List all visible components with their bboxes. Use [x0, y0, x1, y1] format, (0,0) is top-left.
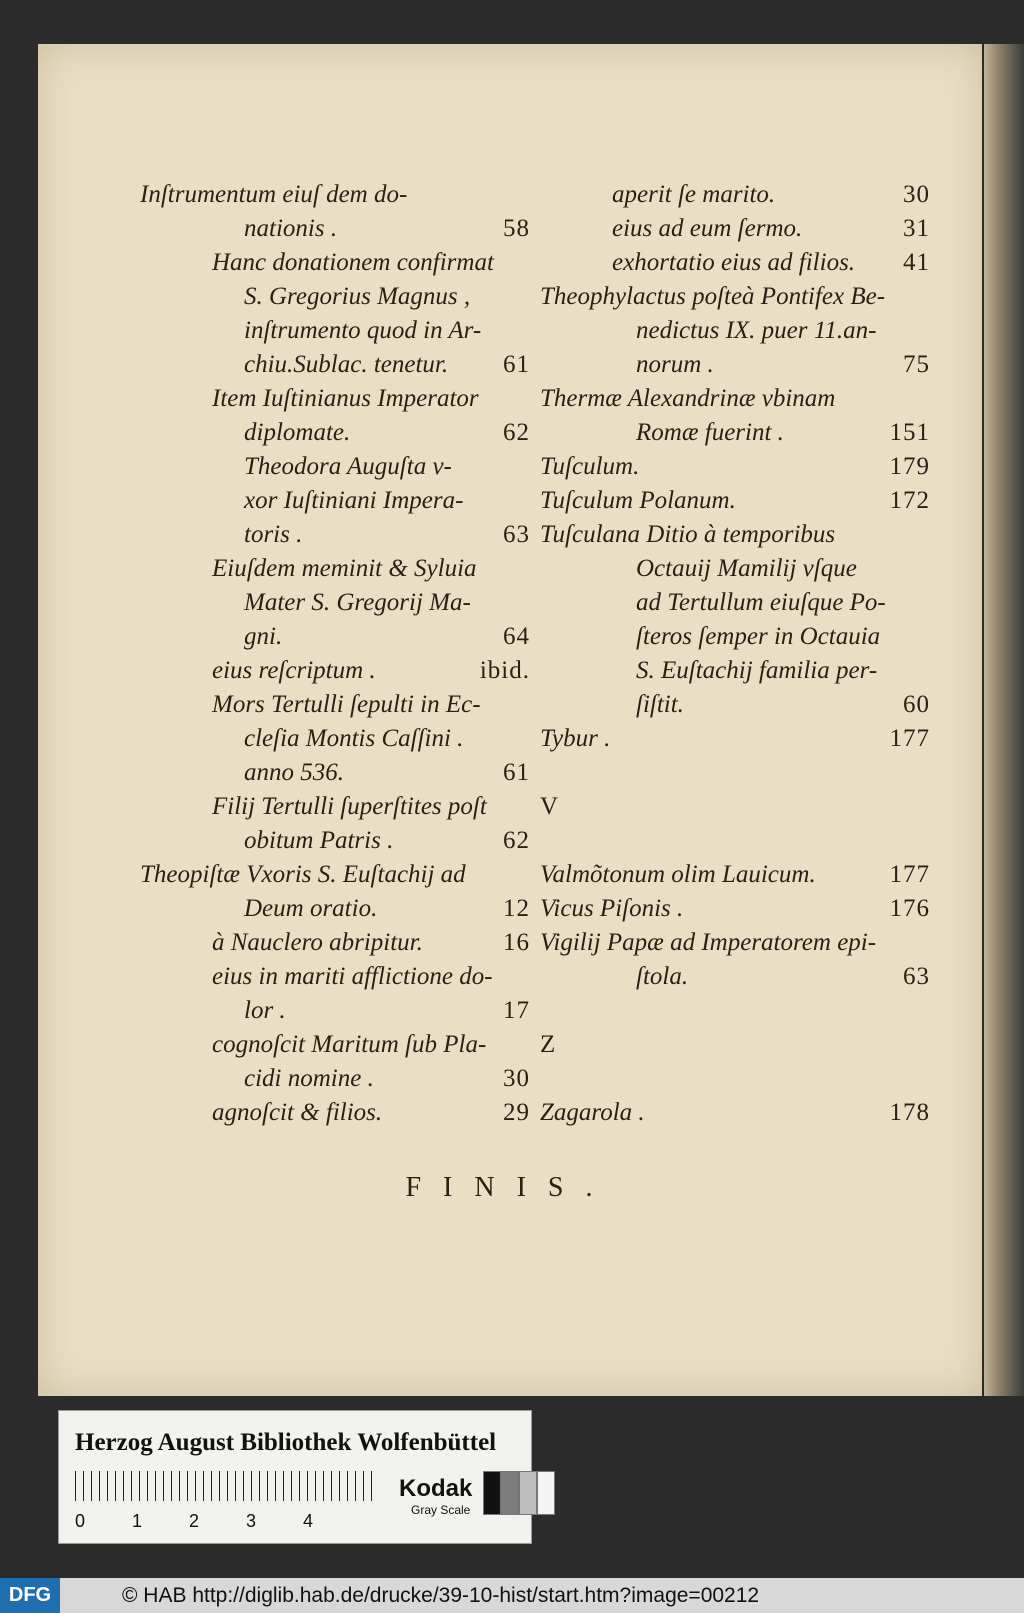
entry-text: à Nauclero abripitur.: [212, 929, 423, 956]
index-entry: [140, 620, 530, 654]
entry-text: S. Euſtachij familia per-: [636, 657, 878, 684]
entry-text: toris .: [244, 521, 303, 548]
kodak-logo: Kodak: [399, 1475, 473, 1502]
index-entry: [140, 178, 530, 212]
index-entry: [140, 212, 530, 246]
entry-text: exhortatio eius ad filios.: [612, 249, 856, 276]
index-entry: [140, 552, 530, 586]
index-entry: [140, 484, 530, 518]
gray-swatch: [519, 1471, 537, 1515]
entry-page-number: 12: [503, 895, 530, 922]
index-column-left: [140, 178, 530, 1130]
index-entry: [540, 212, 930, 246]
ruler-number: 0: [75, 1511, 86, 1531]
index-entry: [140, 858, 530, 892]
entry-page-number: 58: [503, 215, 530, 242]
entry-text: cidi nomine .: [244, 1065, 374, 1092]
entry-page-number: 63: [503, 521, 530, 548]
entry-text: Zagarola .: [540, 1099, 645, 1126]
ruler-number: 1: [132, 1511, 143, 1531]
entry-page-number: 63: [903, 963, 930, 990]
index-entry: [140, 518, 530, 552]
ruler-number: 3: [246, 1511, 257, 1531]
viewer-footer: [0, 1578, 1024, 1613]
index-entry: [140, 654, 530, 688]
entry-page-number: 16: [503, 929, 530, 956]
index-entry: [140, 586, 530, 620]
gray-swatches: [483, 1471, 555, 1513]
entry-page-number: 30: [903, 181, 930, 208]
ruler-numbers: [71, 1511, 391, 1535]
index-entry: [140, 688, 530, 722]
index-entry: [140, 790, 530, 824]
index-entry: [140, 382, 530, 416]
index-entry: [140, 246, 530, 280]
index-entry: [540, 178, 930, 212]
ruler: [75, 1471, 375, 1501]
entry-page-number: 172: [889, 487, 930, 514]
index-entry: [540, 246, 930, 280]
entry-page-number: 29: [503, 1099, 530, 1126]
entry-text: gni.: [244, 623, 283, 650]
entry-text: agnoſcit & filios.: [212, 1099, 383, 1126]
index-entry: [540, 1096, 930, 1130]
index-entry: [540, 756, 930, 790]
section-letter: V: [540, 793, 561, 820]
entry-text: nationis .: [244, 215, 338, 242]
entry-page-number: 61: [503, 351, 530, 378]
entry-page-number: 60: [903, 691, 930, 718]
index-entry: [540, 688, 930, 722]
entry-text: eius reſcriptum .: [212, 657, 376, 684]
entry-text: Item Iuſtinianus Imperator: [212, 385, 479, 412]
library-name: Herzog August Bibliothek Wolfenbüttel: [75, 1429, 497, 1456]
entry-text: Vicus Piſonis .: [540, 895, 684, 922]
entry-text: Vigilij Papæ ad Imperatorem epi-: [540, 929, 877, 956]
index-entry: [540, 926, 930, 960]
entry-text: Hanc donationem confirmat: [212, 249, 494, 276]
entry-text: Tuſculana Ditio à temporibus: [540, 521, 836, 548]
entry-text: Theopiſtæ Vxoris S. Euſtachij ad: [140, 861, 466, 888]
entry-text: Deum oratio.: [244, 895, 378, 922]
index-entry: [140, 892, 530, 926]
entry-text: Theophylactus poſteà Pontifex Be-: [540, 283, 886, 310]
entry-page-number: 31: [903, 215, 930, 242]
index-entry: [140, 450, 530, 484]
entry-text: Octauij Mamilij vſque: [636, 555, 857, 582]
index-entry: [140, 348, 530, 382]
entry-text: eius in mariti afflictione do-: [212, 963, 493, 990]
entry-text: Filij Tertulli ſuperſtites poſt: [212, 793, 487, 820]
index-entry: [540, 586, 930, 620]
page-edge: [984, 44, 1024, 1396]
index-entry: [540, 484, 930, 518]
entry-text: Tuſculum Polanum.: [540, 487, 736, 514]
entry-text: anno 536.: [244, 759, 344, 786]
color-scale-card: [58, 1410, 532, 1544]
entry-text: Thermæ Alexandrinæ vbinam: [540, 385, 836, 412]
entry-text: norum .: [636, 351, 714, 378]
index-entry: [140, 960, 530, 994]
entry-text: aperit ſe marito.: [612, 181, 776, 208]
index-entry: [140, 1062, 530, 1096]
entry-page-number: 75: [903, 351, 930, 378]
entry-text: Tuſculum.: [540, 453, 640, 480]
index-entry: [540, 960, 930, 994]
entry-text: Romæ fuerint .: [636, 419, 784, 446]
index-entry: [540, 518, 930, 552]
entry-text: ſteros ſemper in Octauia: [636, 623, 881, 650]
finis-text: FINIS.: [405, 1172, 615, 1203]
index-entry: [540, 994, 930, 1028]
entry-page-number: 64: [503, 623, 530, 650]
gray-swatch: [537, 1471, 555, 1515]
entry-text: eius ad eum ſermo.: [612, 215, 803, 242]
entry-page-number: 30: [503, 1065, 530, 1092]
entry-text: cognoſcit Maritum ſub Pla-: [212, 1031, 487, 1058]
index-entry: [540, 620, 930, 654]
entry-page-number: 41: [903, 249, 930, 276]
gray-scale-label: Gray Scale: [411, 1503, 471, 1517]
index-entry: [140, 756, 530, 790]
entry-text: inſtrumento quod in Ar-: [244, 317, 482, 344]
index-entry: [140, 722, 530, 756]
entry-text: diplomate.: [244, 419, 351, 446]
source-url[interactable]: © HAB http://diglib.hab.de/drucke/39-10-hist/start.htm?image=00212: [122, 1584, 760, 1607]
entry-text: ſiſtit.: [636, 691, 684, 718]
gray-swatch: [483, 1471, 501, 1515]
index-entry: [540, 348, 930, 382]
entry-text: Mors Tertulli ſepulti in Ec-: [212, 691, 481, 718]
index-entry: [540, 382, 930, 416]
index-entry: [540, 280, 930, 314]
entry-text: S. Gregorius Magnus ,: [244, 283, 471, 310]
index-entry: [540, 1062, 930, 1096]
entry-text: lor .: [244, 997, 286, 1024]
entry-text: Inſtrumentum eiuſ dem do-: [140, 181, 408, 208]
entry-page-number: 62: [503, 419, 530, 446]
ruler-number: 2: [189, 1511, 200, 1531]
entry-text: xor Iuſtiniani Impera-: [244, 487, 464, 514]
entry-text: Mater S. Gregorij Ma-: [244, 589, 471, 616]
entry-page-number: 61: [503, 759, 530, 786]
entry-page-number: 178: [889, 1099, 930, 1126]
index-entry: [540, 416, 930, 450]
entry-text: Eiuſdem meminit & Syluia: [212, 555, 477, 582]
index-entry: [540, 552, 930, 586]
index-entry: [540, 858, 930, 892]
index-column-right: [540, 178, 930, 1130]
index-entry: [140, 1096, 530, 1130]
entry-text: chiu.Sublac. tenetur.: [244, 351, 449, 378]
index-entry: [140, 1028, 530, 1062]
index-entry: [540, 654, 930, 688]
section-letter: Z: [540, 1031, 558, 1058]
entry-page-number: 177: [889, 861, 930, 888]
index-entry: [140, 926, 530, 960]
entry-text: Valmõtonum olim Lauicum.: [540, 861, 816, 888]
entry-page-number: 177: [889, 725, 930, 752]
index-entry: [140, 994, 530, 1028]
index-entry: [140, 314, 530, 348]
index-entry: [140, 416, 530, 450]
entry-text: ad Tertullum eiuſque Po-: [636, 589, 886, 616]
index-entry: [540, 722, 930, 756]
entry-text: obitum Patris .: [244, 827, 394, 854]
ruler-number: 4: [303, 1511, 314, 1531]
index-entry: [540, 314, 930, 348]
index-entry: [140, 280, 530, 314]
entry-text: nedictus IX. puer 11.an-: [636, 317, 877, 344]
index-entry: [540, 450, 930, 484]
entry-page-number: 179: [889, 453, 930, 480]
entry-text: ſtola.: [636, 963, 689, 990]
entry-page-number: 62: [503, 827, 530, 854]
entry-page-number: ibid.: [479, 657, 530, 684]
entry-page-number: 176: [889, 895, 930, 922]
index-entry: [540, 824, 930, 858]
entry-text: cleſia Montis Caſſini .: [244, 725, 464, 752]
entry-page-number: 151: [889, 419, 930, 446]
index-entry: [140, 824, 530, 858]
entry-page-number: 17: [503, 997, 530, 1024]
index-entry: [540, 892, 930, 926]
gray-swatch: [501, 1471, 519, 1515]
entry-text: Tybur .: [540, 725, 611, 752]
entry-text: Theodora Auguſta v-: [244, 453, 452, 480]
dfg-logo[interactable]: DFG: [0, 1578, 60, 1613]
